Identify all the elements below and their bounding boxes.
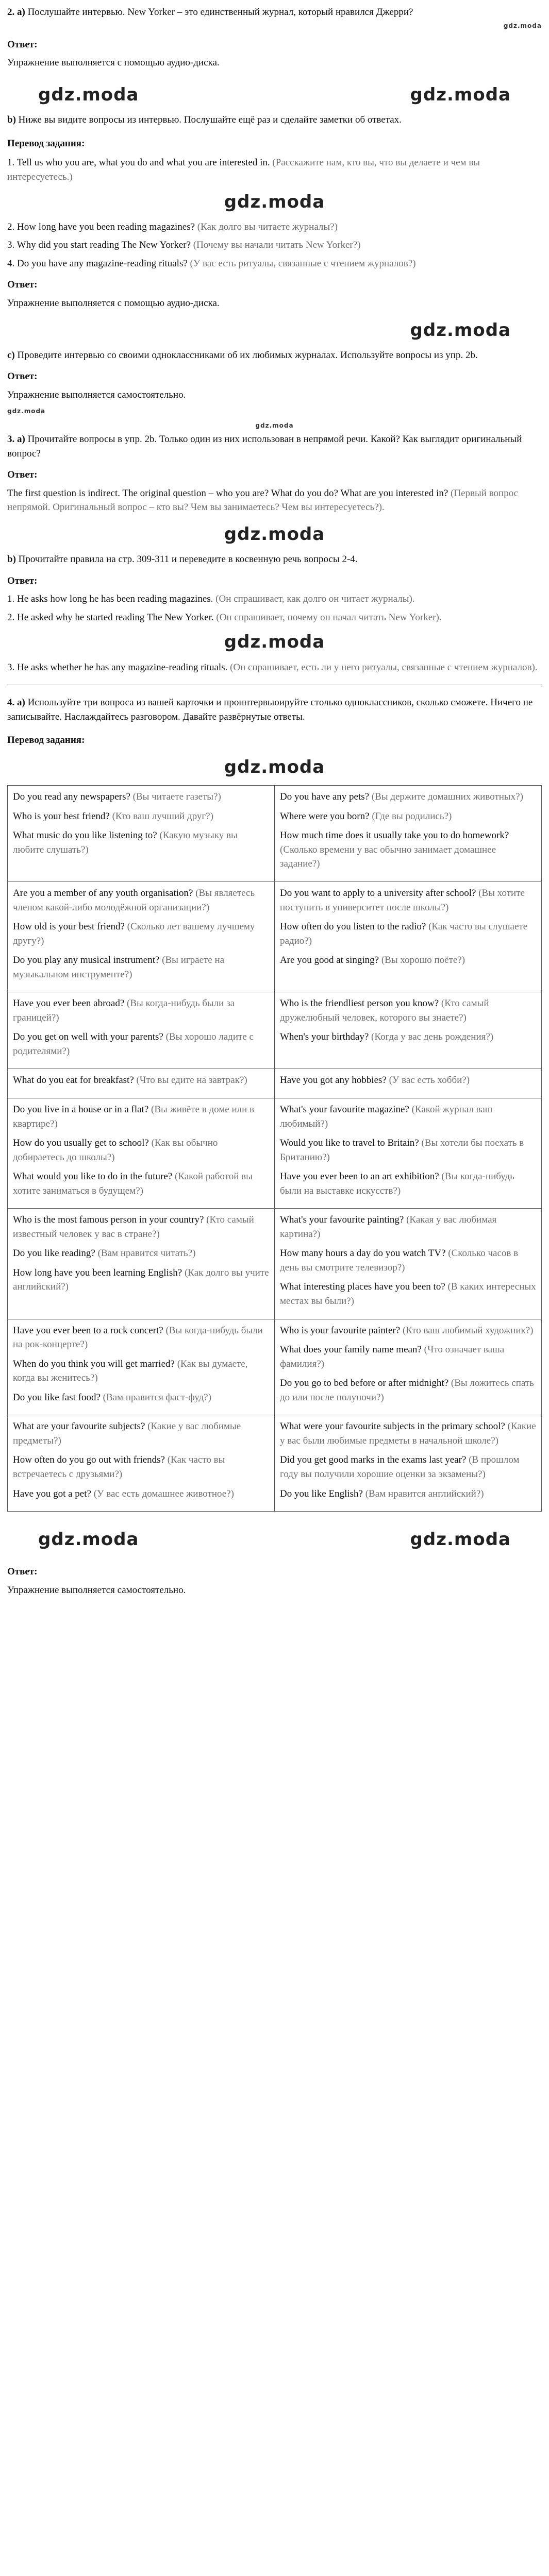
card-question xyxy=(13,1103,270,1131)
question-ru: (Какую музыку вы любите слушать?) xyxy=(13,830,238,855)
question-card xyxy=(8,882,275,992)
question-ru: (В каких интересных местах вы были?) xyxy=(280,1281,536,1307)
watermark: gdz.moda xyxy=(224,632,325,653)
card-question xyxy=(280,1280,537,1308)
question-item: 1. Tell us who you are, what you do and what you are interested in. (Расскажите нам, кто вы, что вы делаете и чем вы интересуетесь.) xyxy=(7,157,480,182)
answer-text: Упражнение выполняется самостоятельно. xyxy=(7,389,186,400)
question-item: 3. Why did you start reading The New Yorker? (Почему вы начали читать New Yorker?) xyxy=(7,240,361,251)
question-en: Do you play any musical instrument? xyxy=(13,955,160,966)
card-question xyxy=(13,996,270,1025)
question-ru: (Когда у вас день рождения?) xyxy=(371,1031,494,1043)
answer-label: Ответ: xyxy=(7,575,38,586)
question-en: What interesting places have you been to? xyxy=(280,1281,445,1293)
exercise-number: 3. а) xyxy=(7,434,25,445)
question-card xyxy=(8,1415,275,1512)
question-cards-table xyxy=(7,785,542,1512)
question-ru: (Вам нравится фаст-фуд?) xyxy=(103,1392,211,1403)
question-card xyxy=(275,1209,542,1319)
card-question xyxy=(280,790,537,804)
question-card xyxy=(275,786,542,882)
question-ru: (Какой работой вы хотите заниматься в будущем?) xyxy=(13,1171,253,1196)
exercise-text: Прочитайте вопросы в упр. 2b. Только один из них использован в непрямой речи. Какой? Как выглядит оригинальный вопрос? xyxy=(7,434,522,459)
question-ru: (У вас есть хобби?) xyxy=(389,1075,470,1086)
watermark: gdz.moda xyxy=(410,319,511,341)
answer-item: 3. He asks whether he has any magazine-reading rituals. (Он спрашивает, есть ли у него ритуалы, связанные с чтением журналов). xyxy=(7,662,538,673)
question-ru: (Вы живёте в доме или в квартире?) xyxy=(13,1104,255,1129)
question-en: Who is the most famous person in your country? xyxy=(13,1214,204,1226)
question-ru: (В прошлом году вы получили хорошие оценки за экзамены?) xyxy=(280,1454,520,1480)
watermark-small: gdz.moda xyxy=(7,408,46,415)
question-en: Do you go to bed before or after midnight? xyxy=(280,1378,449,1389)
card-question xyxy=(280,1324,537,1338)
exercise-text: Проведите интервью со своими одноклассниками об их любимых журналах. Используйте вопросы из упр. 2b. xyxy=(17,349,478,361)
card-question xyxy=(280,809,537,824)
card-question xyxy=(280,1376,537,1404)
question-card xyxy=(275,882,542,992)
question-ru: (Вы играете на музыкальном инструменте?) xyxy=(13,955,225,980)
question-card xyxy=(275,1069,542,1098)
question-en: What do you eat for breakfast? xyxy=(13,1075,134,1086)
card-question xyxy=(13,920,270,948)
question-en: Have you ever been to a rock concert? xyxy=(13,1325,163,1336)
answer-item: 1. He asks how long he has been reading magazines. (Он спрашивает, как долго он читает журналы). xyxy=(7,594,415,605)
question-ru: (Как часто вы встречаетесь с друзьями?) xyxy=(13,1454,225,1480)
question-en: Have you ever been abroad? xyxy=(13,998,125,1009)
card-question xyxy=(13,953,270,981)
answer-label: Ответ: xyxy=(7,39,38,50)
watermark: gdz.moda xyxy=(38,1529,139,1550)
question-ru: (Вы хотели бы поехать в Британию?) xyxy=(280,1138,524,1163)
answer-label: Ответ: xyxy=(7,371,38,382)
question-en: How often do you go out with friends? xyxy=(13,1454,165,1466)
card-question xyxy=(280,953,537,968)
question-card xyxy=(8,786,275,882)
card-question xyxy=(280,1419,537,1448)
question-card xyxy=(8,1319,275,1415)
card-question xyxy=(13,1030,270,1058)
question-ru: (Кто ваш любимый художник?) xyxy=(402,1325,534,1336)
question-en: What would you like to do in the future? xyxy=(13,1171,173,1182)
question-ru: (Вы хорошо ладите с родителями?) xyxy=(13,1031,254,1057)
question-en: Did you get good marks in the exams last year? xyxy=(280,1454,467,1466)
exercise-3a xyxy=(7,421,542,515)
question-en: Have you got any hobbies? xyxy=(280,1075,387,1086)
question-en: How do you usually get to school? xyxy=(13,1138,149,1149)
card-question xyxy=(13,1213,270,1241)
exercise-number: b) xyxy=(7,114,16,126)
question-ru: (Какой журнал ваш любимый?) xyxy=(280,1104,493,1129)
card-question xyxy=(13,1266,270,1294)
card-question xyxy=(13,1246,270,1261)
card-question xyxy=(280,1246,537,1275)
question-ru: (Вы держите домашних животных?) xyxy=(371,791,523,803)
question-card xyxy=(8,1098,275,1209)
question-en: How much time does it usually take you to do homework? xyxy=(280,830,509,841)
table-row xyxy=(8,786,542,882)
question-ru: (Вы ложитесь спать до или после полуночи?) xyxy=(280,1378,534,1403)
question-en: Have you got a pet? xyxy=(13,1488,91,1499)
exercise-text: Ниже вы видите вопросы из интервью. Послушайте ещё раз и сделайте заметки об ответах. xyxy=(18,114,402,126)
question-ru: (Вам нравится читать?) xyxy=(97,1248,196,1259)
question-ru: (Вы являетесь членом какой-либо молодёжной организации?) xyxy=(13,888,255,913)
answer-text: Упражнение выполняется с помощью аудио-диска. xyxy=(7,298,220,309)
exercise-2a xyxy=(7,5,542,70)
question-card xyxy=(8,992,275,1069)
exercise-number: с) xyxy=(7,349,15,361)
question-en: Do you have any pets? xyxy=(280,791,370,803)
answer-label: Ответ: xyxy=(7,279,38,291)
card-question xyxy=(280,828,537,871)
card-question xyxy=(13,886,270,914)
table-row xyxy=(8,1098,542,1209)
question-ru: (Вы когда-нибудь были на выставке искусств?) xyxy=(280,1171,514,1196)
translation-label: Перевод задания: xyxy=(7,138,85,149)
question-en: Do you like English? xyxy=(280,1488,363,1499)
exercise-2b-instruction xyxy=(7,113,542,127)
card-question xyxy=(280,1487,537,1501)
question-en: How often do you listen to the radio? xyxy=(280,921,426,933)
question-en: Who is your best friend? xyxy=(13,810,110,822)
exercise-3a-instruction xyxy=(7,432,542,461)
question-item: 4. Do you have any magazine-reading rituals? (У вас есть ритуалы, связанные с чтением журналов?) xyxy=(7,258,416,269)
answer-text: The first question is indirect. The original question – who you are? What do you do? What are you interested in? (Первый вопрос непрямой. Оригинальный вопрос – кто вы? Чем вы занимаетесь? Чем вы интересуетесь?). xyxy=(7,487,519,513)
answer-text: Упражнение выполняется с помощью аудио-диска. xyxy=(7,57,220,69)
question-card xyxy=(8,1209,275,1319)
answer-label: Ответ: xyxy=(7,1566,38,1578)
question-ru: (У вас есть домашнее животное?) xyxy=(93,1488,234,1499)
exercise-text: Используйте три вопроса из вашей карточки и проинтервьюируйте столько одноклассников, сколько сможете. Ничего не записывайте. Наслаждайтесь разговором. Давайте развёрнутые ответы. xyxy=(7,697,533,722)
question-en: Are you good at singing? xyxy=(280,955,379,966)
watermark: gdz.moda xyxy=(224,756,325,777)
question-en: Where were you born? xyxy=(280,810,370,822)
card-question xyxy=(13,1391,270,1405)
table-row xyxy=(8,1069,542,1098)
question-ru: (Какая у вас любимая картина?) xyxy=(280,1214,497,1240)
table-row xyxy=(8,1319,542,1415)
question-ru: (Какие у вас были любимые предметы в начальной школе?) xyxy=(280,1421,536,1446)
answer-item: 2. He asked why he started reading The New Yorker. (Он спрашивает, почему он начал читать New Yorker). xyxy=(7,612,442,623)
question-en: Who is the friendliest person you know? xyxy=(280,998,439,1009)
question-ru: (Вы когда-нибудь были за границей?) xyxy=(13,998,235,1023)
question-en: What does your family name mean? xyxy=(280,1344,422,1355)
card-question xyxy=(280,920,537,948)
watermark-row xyxy=(7,1522,542,1557)
card-question xyxy=(13,1487,270,1501)
card-question xyxy=(13,809,270,824)
card-question xyxy=(280,1030,537,1044)
exercise-number: b) xyxy=(7,554,16,565)
exercise-3b-instruction xyxy=(7,552,542,567)
question-ru: (Сколько времени у вас обычно занимает домашнее задание?) xyxy=(280,844,496,870)
card-question xyxy=(13,1170,270,1198)
exercise-number: 4. а) xyxy=(7,697,25,708)
card-question xyxy=(13,1073,270,1088)
question-en: Do you live in a house or in a flat? xyxy=(13,1104,149,1115)
table-row xyxy=(8,882,542,992)
question-ru: (Какие у вас любимые предметы?) xyxy=(13,1421,241,1446)
question-en: What's your favourite painting? xyxy=(280,1214,404,1226)
question-card xyxy=(275,1098,542,1209)
card-question xyxy=(280,1170,537,1198)
translation-label: Перевод задания: xyxy=(7,735,85,746)
question-en: What were your favourite subjects in the primary school? xyxy=(280,1421,505,1432)
watermark: gdz.moda xyxy=(224,191,325,212)
exercise-number: 2. а) xyxy=(7,7,25,18)
question-en: Would you like to travel to Britain? xyxy=(280,1138,419,1149)
question-ru: (Кто ваш лучший друг?) xyxy=(112,810,213,822)
exercise-3b xyxy=(7,552,542,674)
card-question xyxy=(13,828,270,857)
watermark: gdz.moda xyxy=(410,84,511,106)
card-question xyxy=(13,1453,270,1481)
card-question xyxy=(13,1419,270,1448)
question-ru: (Как часто вы слушаете радио?) xyxy=(280,921,528,946)
question-en: What are your favourite subjects? xyxy=(13,1421,145,1432)
card-question xyxy=(280,886,537,914)
card-question xyxy=(13,1324,270,1352)
watermark: gdz.moda xyxy=(224,524,325,545)
question-en: How old is your best friend? xyxy=(13,921,125,933)
watermark-small: gdz.moda xyxy=(255,421,294,429)
question-ru: (Кто самый дружелюбный человек, которого вы знаете?) xyxy=(280,998,489,1023)
exercise-2b xyxy=(7,113,542,310)
answer-label: Ответ: xyxy=(7,469,38,481)
question-en: How many hours a day do you watch TV? xyxy=(280,1248,446,1259)
watermark-small: gdz.moda xyxy=(503,22,542,29)
question-ru: (Вы хорошо поёте?) xyxy=(381,955,465,966)
question-en: Who is your favourite painter? xyxy=(280,1325,401,1336)
watermark: gdz.moda xyxy=(410,1529,511,1550)
table-row xyxy=(8,1209,542,1319)
card-question xyxy=(280,1103,537,1131)
card-question xyxy=(280,1213,537,1241)
question-ru: (Вы хотите поступить в университет после школы?) xyxy=(280,888,525,913)
question-en: Do you like fast food? xyxy=(13,1392,101,1403)
question-ru: (Как вы обычно добираетесь до школы?) xyxy=(13,1138,218,1163)
question-en: What music do you like listening to? xyxy=(13,830,157,841)
question-item: 2. How long have you been reading magazines? (Как долго вы читаете журналы?) xyxy=(7,221,338,232)
question-card xyxy=(275,992,542,1069)
exercise-2c xyxy=(7,348,542,416)
question-card xyxy=(275,1319,542,1415)
card-question xyxy=(13,1357,270,1385)
question-ru: (Что означает ваша фамилия?) xyxy=(280,1344,505,1369)
question-en: When's your birthday? xyxy=(280,1031,369,1043)
question-ru: (Как вы думаете, когда вы женитесь?) xyxy=(13,1358,248,1384)
question-ru: (Вам нравится английский?) xyxy=(365,1488,484,1499)
question-ru: (Кто самый известный человек у вас в стране?) xyxy=(13,1214,254,1240)
question-en: How long have you been learning English? xyxy=(13,1267,182,1278)
question-en: Do you get on well with your parents? xyxy=(13,1031,163,1043)
card-question xyxy=(280,996,537,1025)
card-question xyxy=(280,1343,537,1371)
question-ru: (Сколько лет вашему лучшему другу?) xyxy=(13,921,255,946)
exercise-4a xyxy=(7,696,542,748)
question-ru: (Где вы родились?) xyxy=(372,810,452,822)
exercise-2a-instruction xyxy=(7,5,542,20)
watermark: gdz.moda xyxy=(38,84,139,106)
card-question xyxy=(13,790,270,804)
question-ru: (Как долго вы учите английский?) xyxy=(13,1267,269,1293)
card-question xyxy=(280,1453,537,1481)
question-ru: (Вы читаете газеты?) xyxy=(132,791,221,803)
question-ru: (Сколько часов в день вы смотрите телевизор?) xyxy=(280,1248,519,1273)
question-ru: (Вы когда-нибудь были на рок-концерте?) xyxy=(13,1325,263,1350)
exercise-text: Послушайте интервью. New Yorker – это единственный журнал, который нравился Джерри? xyxy=(27,7,413,18)
question-card xyxy=(275,1415,542,1512)
question-en: Do you want to apply to a university after school? xyxy=(280,888,476,899)
table-row xyxy=(8,1415,542,1512)
exercise-2c-instruction xyxy=(7,348,542,363)
exercise-4a-instruction xyxy=(7,696,542,724)
card-question xyxy=(13,1136,270,1164)
question-en: What's your favourite magazine? xyxy=(280,1104,409,1115)
watermark-row xyxy=(7,77,542,113)
question-en: Have you ever been to an art exhibition? xyxy=(280,1171,439,1182)
exercise-text: Прочитайте правила на стр. 309-311 и переведите в косвенную речь вопросы 2-4. xyxy=(18,554,358,565)
question-en: When do you think you will get married? xyxy=(13,1358,175,1369)
answer-text: Упражнение выполняется самостоятельно. xyxy=(7,1584,186,1596)
question-ru: (Что вы едите на завтрак?) xyxy=(136,1075,247,1086)
card-question xyxy=(280,1073,537,1088)
question-en: Do you like reading? xyxy=(13,1248,95,1259)
question-card xyxy=(8,1069,275,1098)
card-question xyxy=(280,1136,537,1164)
question-en: Do you read any newspapers? xyxy=(13,791,130,803)
question-en: Are you a member of any youth organisation? xyxy=(13,888,193,899)
table-row xyxy=(8,992,542,1069)
